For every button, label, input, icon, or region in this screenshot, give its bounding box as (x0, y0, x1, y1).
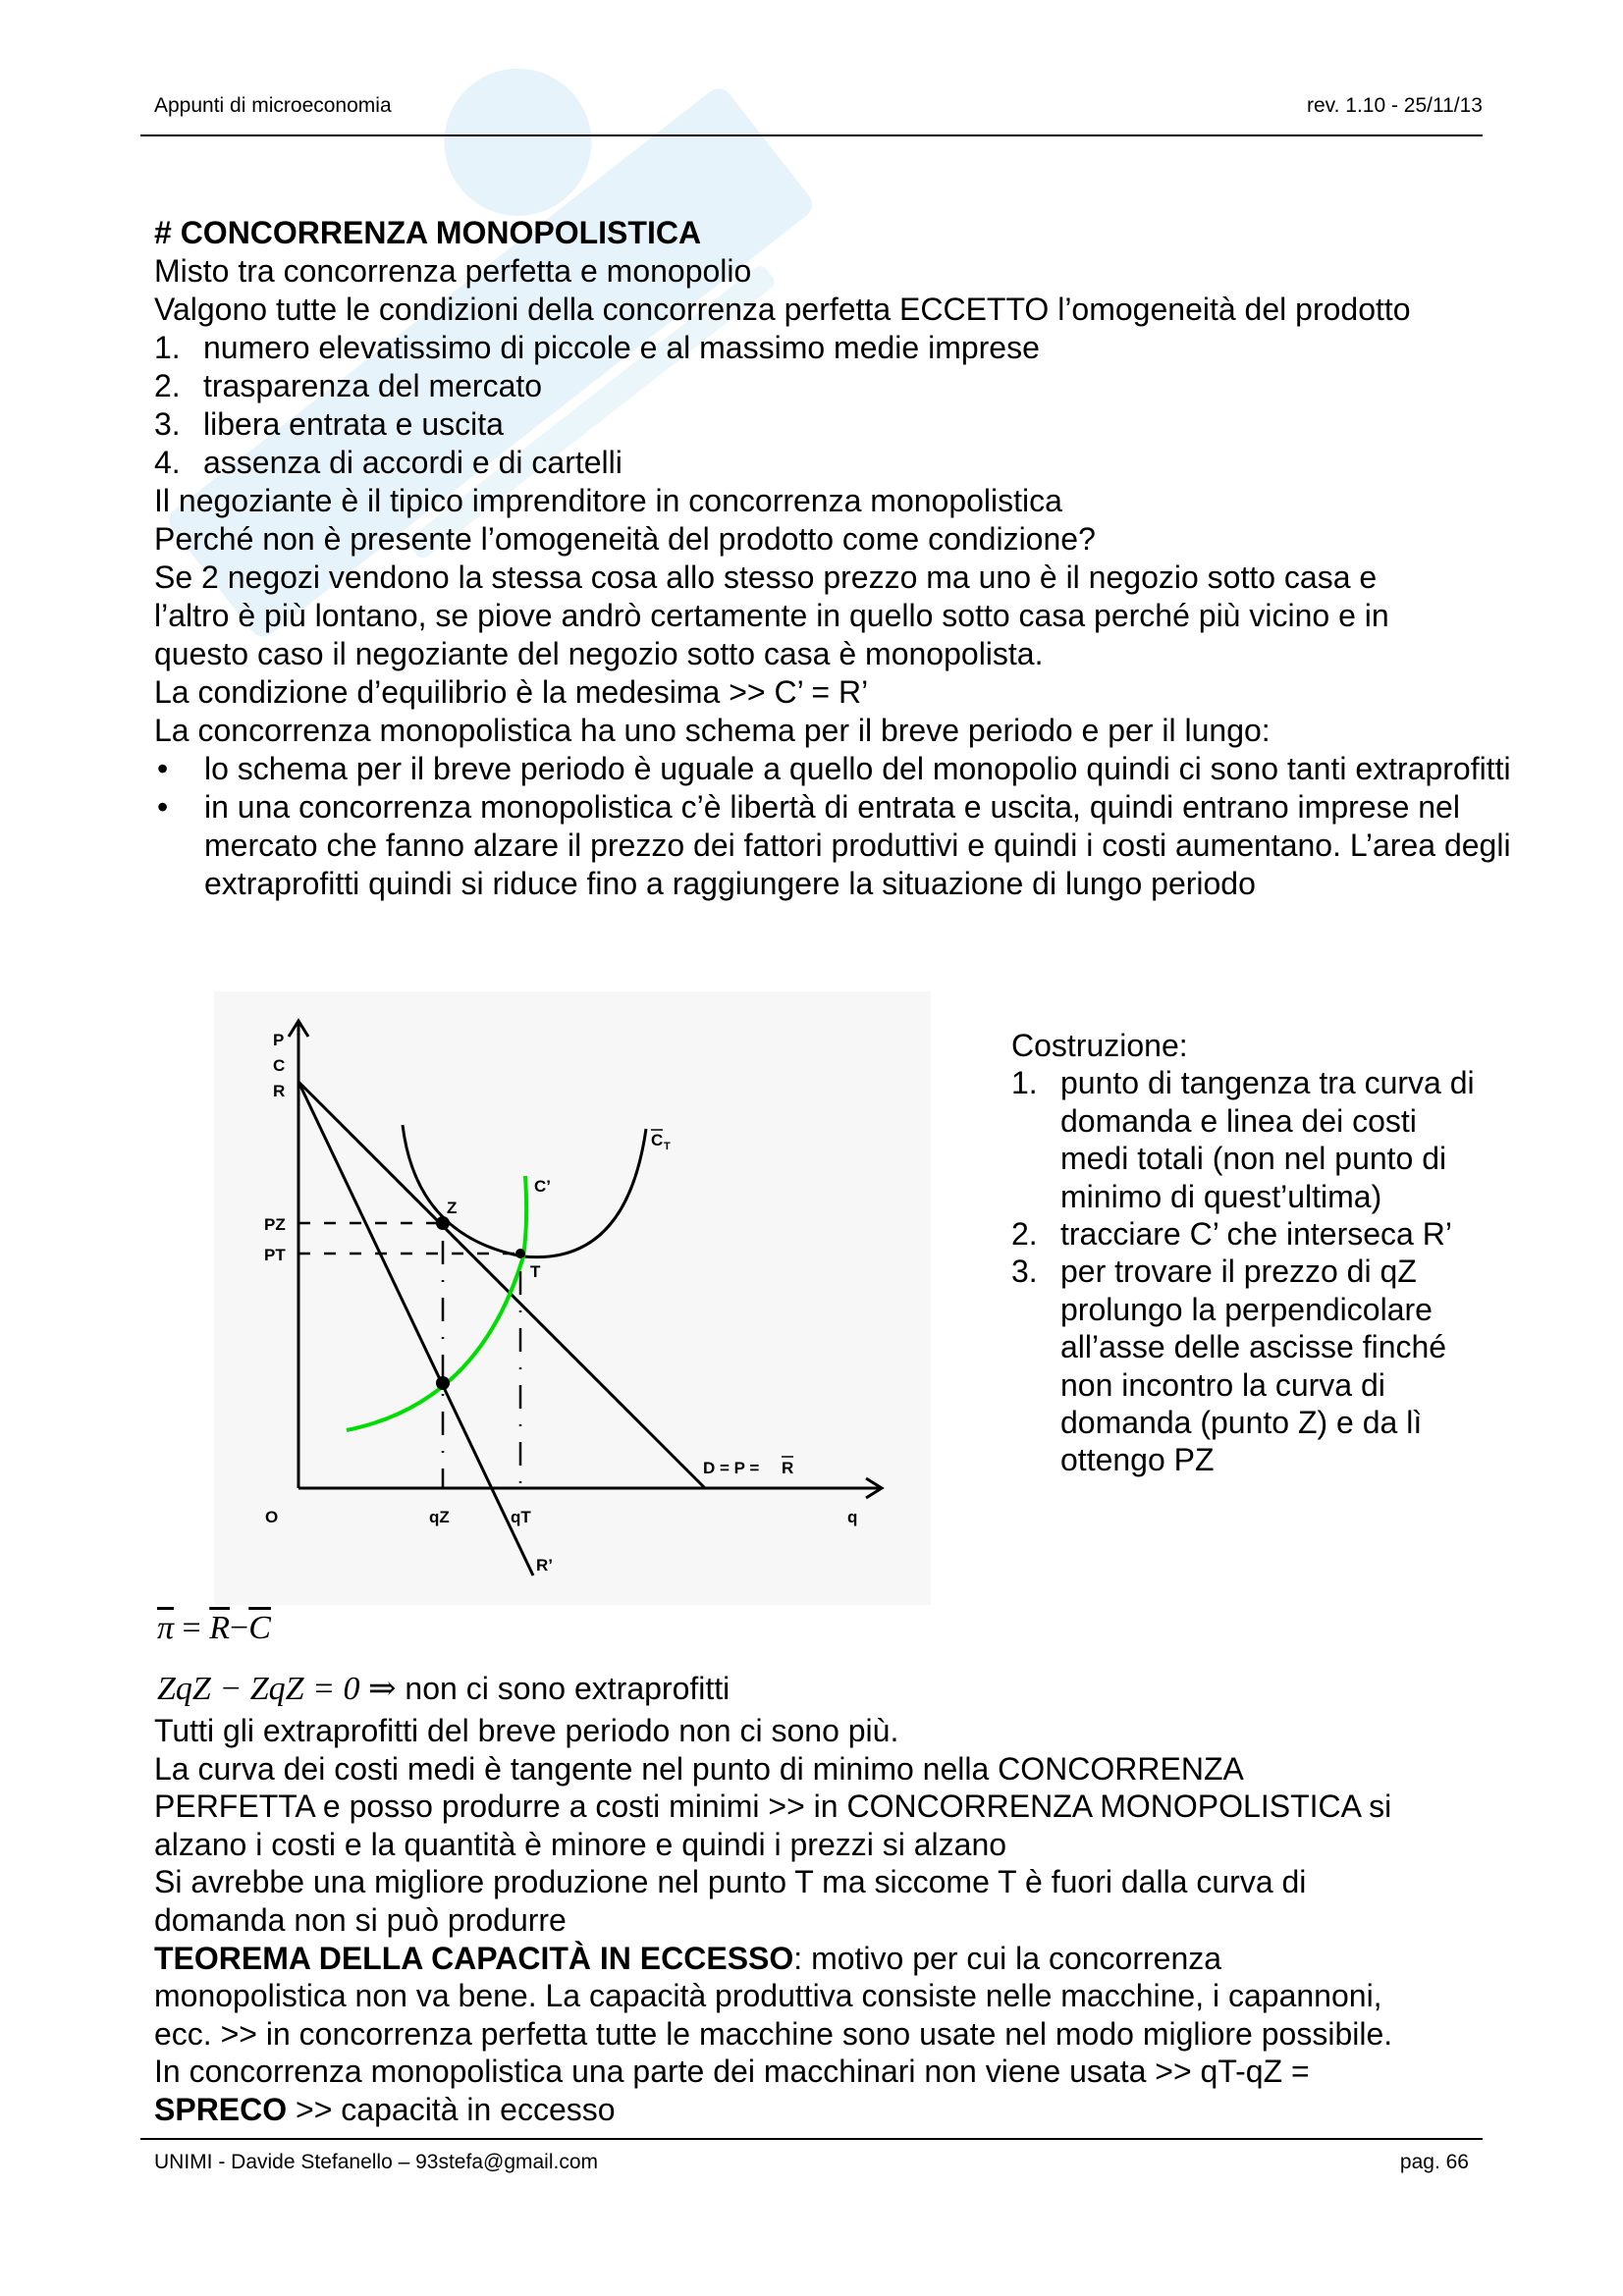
paragraph: Si avrebbe una migliore produzione nel punto T ma siccome T è fuori dalla curva di (154, 1864, 1307, 1900)
list-item (154, 444, 1529, 482)
bullet: • (157, 789, 169, 825)
label-mr: R’ (536, 1556, 553, 1575)
graph-background (214, 991, 931, 1605)
footer-right: pag. 66 (1399, 2151, 1469, 2173)
header-left: Appunti di microeconomia (154, 94, 392, 117)
list-text: per trovare il prezzo di qZ prolungo la perpendicolare all’asse delle ascisse finché non incontro la curva di domanda (punto Z) e da lì ottengo PZ (1060, 1254, 1447, 1478)
conditions-list (154, 329, 1529, 482)
paragraph: domanda non si può produrre (154, 1901, 567, 1938)
footer-left: UNIMI - Davide Stefanello – 93stefa@gmail.com (154, 2151, 599, 2173)
paragraph: La condizione d’equilibrio è la medesima >> C’ = R’ (154, 674, 869, 710)
paragraph: In concorrenza monopolistica una parte dei macchinari non viene usata >> qT-qZ = (154, 2054, 1310, 2090)
paragraph: Perché non è presente l’omogeneità del prodotto come condizione? (154, 521, 1096, 557)
page-footer (154, 2151, 1469, 2174)
bottom-text (154, 1712, 1548, 2129)
spreco-word: SPRECO (154, 2091, 288, 2127)
list-text: numero elevatissimo di piccole e al massimo medie imprese (203, 330, 1040, 365)
list-item (1011, 1253, 1502, 1478)
label-demand-r: R (782, 1459, 794, 1477)
paragraph: Il negoziante è il tipico imprenditore in concorrenza monopolistica (154, 483, 1062, 518)
paragraph: La concorrenza monopolistica ha uno schema per il breve periodo e per il lungo: (154, 713, 1271, 748)
paragraph: Tutti gli extraprofitti del breve periodo non ci sono più. (154, 1713, 899, 1748)
list-number: 2. (1011, 1216, 1038, 1253)
bullet-text: lo schema per il breve periodo è uguale a quello del monopolio quindi ci sono tanti extraprofitti (204, 751, 1511, 786)
bullet-list (154, 750, 1529, 903)
paragraph: La curva dei costi medi è tangente nel punto di minimo nella CONCORRENZA (154, 1750, 1244, 1787)
profit-formula (157, 1610, 271, 1647)
list-number: 2. (154, 368, 181, 403)
label-t: T (530, 1262, 541, 1281)
point-intersection (436, 1376, 450, 1390)
header-right: rev. 1.10 - 25/11/13 (1306, 94, 1483, 117)
formula-math: ZqZ − ZqZ = 0 ⇒ (157, 1671, 397, 1707)
list-number: 4. (154, 445, 181, 480)
y-label-p: P (273, 1031, 285, 1049)
list-text: tracciare C’ che interseca R’ (1060, 1216, 1452, 1253)
label-z: Z (447, 1199, 458, 1217)
paragraph: questo caso il negoziante del negozio sotto casa è monopolista. (154, 636, 1044, 671)
x-label-q: q (847, 1508, 858, 1526)
list-item (1011, 1215, 1502, 1253)
theorem-title: TEOREMA DELLA CAPACITÀ IN ECCESSO (154, 1940, 794, 1976)
paragraph: alzano i costi e la quantità è minore e quindi i prezzi si alzano (154, 1826, 1007, 1862)
section-title: # CONCORRENZA MONOPOLISTICA (154, 215, 702, 250)
list-number: 1. (154, 330, 181, 365)
spreco-rest: >> capacità in eccesso (287, 2091, 616, 2127)
label-mc: C’ (534, 1177, 551, 1196)
label-pt: PT (264, 1246, 286, 1264)
paragraph: monopolistica non va bene. La capacità produttiva consiste nelle macchine, i capannoni, (154, 1978, 1382, 2014)
bullet: • (157, 751, 169, 786)
label-ct: C (651, 1131, 664, 1149)
label-demand: D = P = (703, 1459, 760, 1477)
construction-title: Costruzione: (1011, 1028, 1188, 1063)
y-label-r: R (273, 1082, 286, 1100)
list-item (154, 750, 1529, 788)
formulas (157, 1610, 730, 1707)
formula-text: non ci sono extraprofitti (396, 1671, 730, 1706)
formula-c: $\overline{C}$ (248, 1610, 271, 1646)
list-item (154, 788, 1529, 903)
formula-eq: = (182, 1610, 201, 1646)
paragraph: PERFETTA e posso produrre a costi minimi >> in CONCORRENZA MONOPOLISTICA si (154, 1789, 1392, 1825)
paragraph (154, 1940, 1548, 1978)
main-text (154, 214, 1529, 903)
list-text: libera entrata e uscita (203, 406, 504, 442)
list-number: 3. (154, 406, 181, 442)
monopolistic-competition-graph (214, 991, 931, 1605)
list-text: assenza di accordi e di cartelli (203, 445, 622, 480)
intro-line-2: Valgono tutte le condizioni della concorrenza perfetta ECCETTO l’omogeneità del prodotto (154, 292, 1411, 327)
origin-label: O (265, 1508, 279, 1526)
list-item (154, 329, 1529, 367)
formula-pi: $\overline{\pi}$ (157, 1610, 175, 1646)
y-label-c: C (273, 1056, 286, 1075)
construction-list (1011, 1064, 1502, 1478)
list-number: 1. (1011, 1065, 1038, 1101)
formula-minus: − (230, 1610, 249, 1646)
list-item (154, 367, 1529, 405)
point-t (515, 1249, 525, 1258)
footer-rule (140, 2138, 1483, 2140)
bullet-text: in una concorrenza monopolistica c’è libertà di entrata e uscita, quindi entrano imprese nel mercato che fanno alzare il prezzo dei fattori produttivi e quindi i costi aumentano. L’area degli extraprofitti quindi si riduce fino a raggiungere la situazione di lungo periodo (204, 789, 1511, 901)
zero-profit-formula (157, 1669, 730, 1708)
paragraph: ecc. >> in concorrenza perfetta tutte le macchine sono usate nel modo migliore possibile. (154, 2015, 1393, 2052)
header-rule (140, 134, 1483, 136)
paragraph (154, 2091, 1548, 2129)
label-ct-sub: T (664, 1141, 671, 1152)
theorem-rest: : motivo per cui la concorrenza (793, 1940, 1222, 1976)
list-number: 3. (1011, 1254, 1038, 1290)
formula-r: $\overline{R}$ (209, 1610, 231, 1646)
paragraph: Se 2 negozi vendono la stessa cosa allo stesso prezzo ma uno è il negozio sotto casa e (154, 560, 1378, 595)
paragraph: l’altro è più lontano, se piove andrò certamente in quello sotto casa perché più vicino e in (154, 598, 1389, 633)
list-text: punto di tangenza tra curva di domanda e linea dei costi medi totali (non nel punto di minimo di quest’ultima) (1060, 1065, 1475, 1214)
list-text: trasparenza del mercato (203, 368, 543, 403)
page-header (154, 94, 1483, 118)
list-item (1011, 1064, 1502, 1215)
list-item (154, 405, 1529, 444)
label-qt: qT (511, 1508, 531, 1526)
intro-line-1: Misto tra concorrenza perfetta e monopolio (154, 253, 752, 289)
construction-steps (1011, 1027, 1502, 1479)
label-qz: qZ (429, 1508, 450, 1526)
point-z (436, 1216, 450, 1230)
label-pz: PZ (264, 1215, 286, 1234)
